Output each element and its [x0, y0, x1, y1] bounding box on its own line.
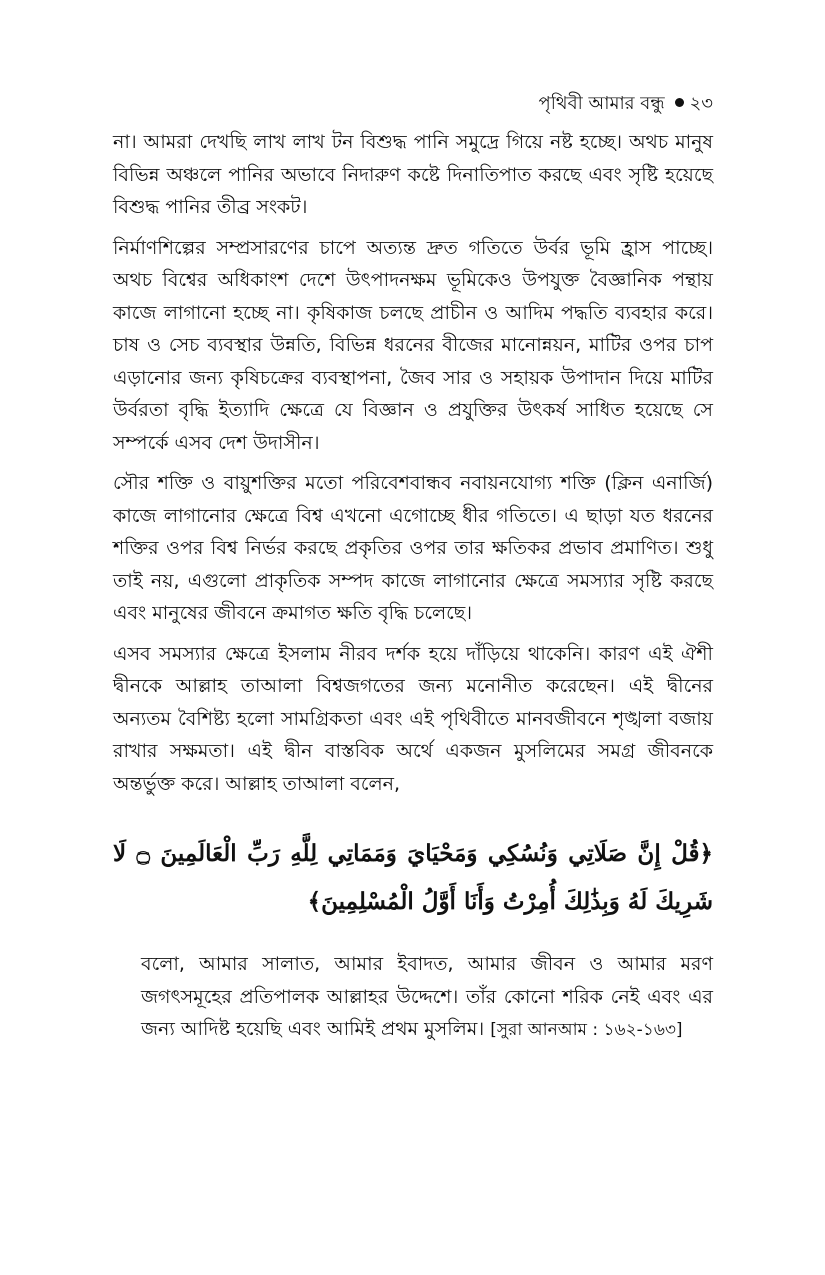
translation-text: বলো, আমার সালাত, আমার ইবাদত, আমার জীবন ও আমার মরণ জগৎসমূহের প্রতিপালক আল্লাহর উদ্দেশে। তাঁর কোনো শরিক নেই এবং এর জন্য আদিষ্ট হয়েছি এবং আমিই প্রথম মুসলিম। [141, 953, 713, 1040]
paragraph-4: এসব সমস্যার ক্ষেত্রে ইসলাম নীরব দর্শক হয়ে দাঁড়িয়ে থাকেনি। কারণ এই ঐশী দ্বীনকে আল্লাহ তাআলা বিশ্বজগতের জন্য মনোনীত করেছেন। এই দ্বীনের অন্যতম বৈশিষ্ট্য হলো সামগ্রিকতা এবং এই পৃথিবীতে মানবজীবনে শৃঙ্খলা বজায় রাখার সক্ষমতা। এই দ্বীন বাস্তবিক অর্থে একজন মুসলিমের সমগ্র জীবনকে অন্তর্ভুক্ত করে। আল্লাহ তাআলা বলেন, [113, 642, 713, 795]
verse-translation [141, 948, 713, 1047]
running-header [113, 90, 713, 120]
book-page [113, 90, 713, 1047]
bullet-separator [675, 98, 684, 107]
quran-verse: ﴿قُلْ إِنَّ صَلَاتِي وَنُسُكِي وَمَحْيَايَ وَمَمَاتِي لِلَّهِ رَبِّ الْعَالَمِينَ ۝ لَا شَرِيكَ لَهُ وَبِذَٰلِكَ أُمِرْتُ وَأَنَا أَوَّلُ الْمُسْلِمِينَ﴾ [113, 840, 713, 915]
paragraph-2: নির্মাণশিল্পের সম্প্রসারণের চাপে অত্যন্ত দ্রুত গতিতে উর্বর ভূমি হ্রাস পাচ্ছে। অথচ বিশ্বের অধিকাংশ দেশে উৎপাদনক্ষম ভূমিকেও উপযুক্ত বৈজ্ঞানিক পন্থায় কাজে লাগানো হচ্ছে না। কৃষিকাজ চলছে প্রাচীন ও আদিম পদ্ধতি ব্যবহার করে। চাষ ও সেচ ব্যবস্থার উন্নতি, বিভিন্ন ধরনের বীজের মানোন্নয়ন, মাটির ওপর চাপ এড়ানোর জন্য কৃষিচক্রের ব্যবস্থাপনা, জৈব সার ও সহায়ক উপাদান দিয়ে মাটির উর্বরতা বৃদ্ধি ইত্যাদি ক্ষেত্রে যে বিজ্ঞান ও প্রযুক্তির উৎকর্ষ সাধিত হয়েছে সে সম্পর্কে এসব দেশ উদাসীন। [113, 236, 713, 454]
paragraph-1: না। আমরা দেখছি লাখ লাখ টন বিশুদ্ধ পানি সমুদ্রে গিয়ে নষ্ট হচ্ছে। অথচ মানুষ বিভিন্ন অঞ্চলে পানির অভাবে নিদারুণ কষ্টে দিনাতিপাত করছে এবং সৃষ্টি হয়েছে বিশুদ্ধ পানির তীব্র সংকট। [113, 131, 713, 218]
surah-reference: [সুরা আনআম : ১৬২-১৬৩] [490, 1020, 683, 1040]
paragraph-3: সৌর শক্তি ও বায়ুশক্তির মতো পরিবেশবান্ধব নবায়নযোগ্য শক্তি (ক্লিন এনার্জি) কাজে লাগানোর ক্ষেত্রে বিশ্ব এখনো এগোচ্ছে ধীর গতিতে। এ ছাড়া যত ধরনের শক্তির ওপর বিশ্ব নির্ভর করছে প্রকৃতির ওপর তার ক্ষতিকর প্রভাব প্রমাণিত। শুধু তাই নয়, এগুলো প্রাকৃতিক সম্পদ কাজে লাগানোর ক্ষেত্রে সমস্যার সৃষ্টি করছে এবং মানুষের জীবনে ক্রমাগত ক্ষতি বৃদ্ধি চলেছে। [113, 472, 713, 624]
page-number: ২৩ [689, 93, 713, 114]
running-header-title: পৃথিবী আমার বন্ধু [538, 93, 665, 114]
